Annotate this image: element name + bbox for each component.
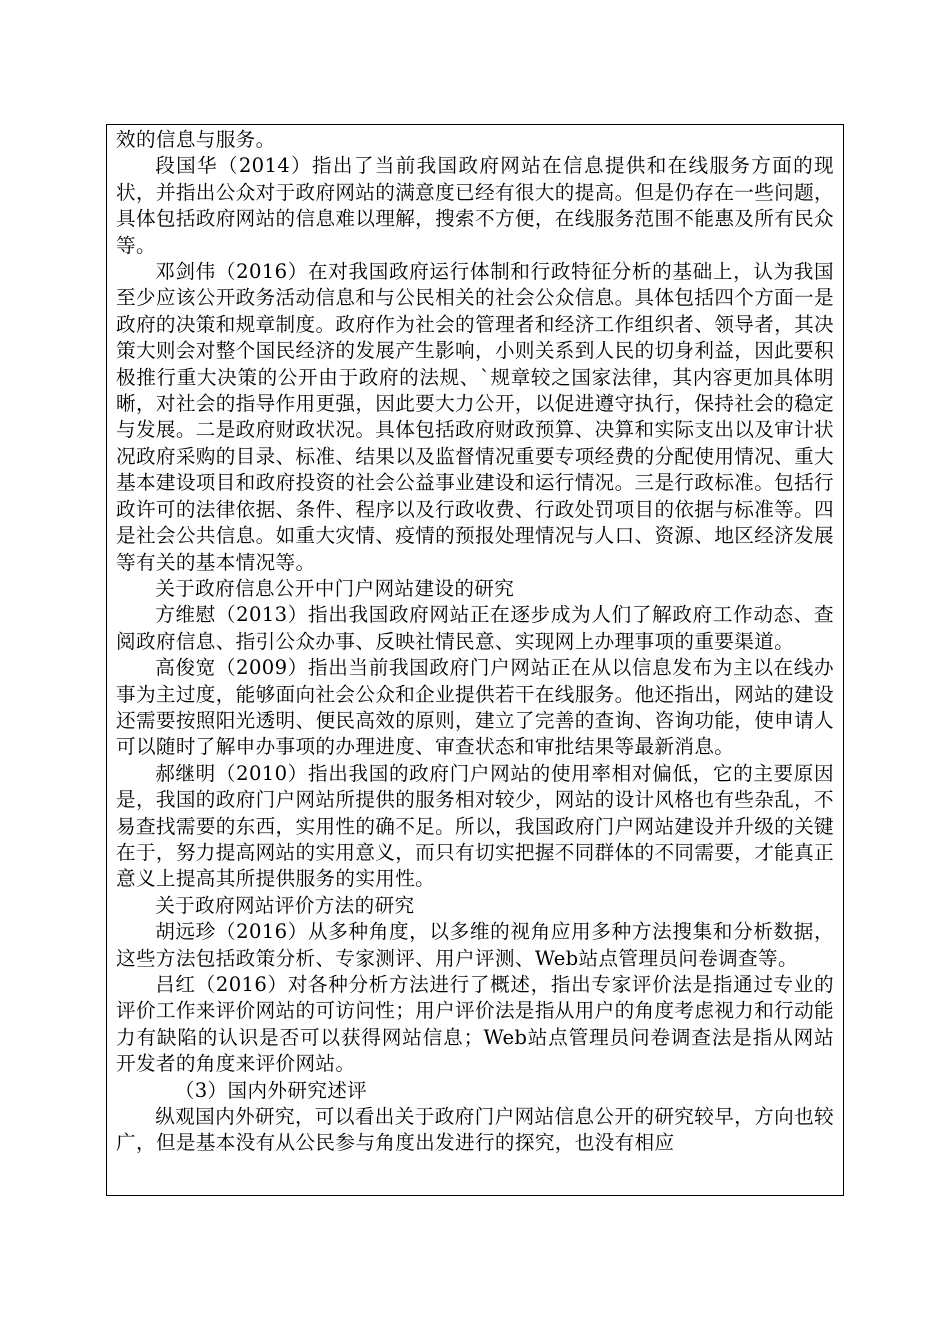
paragraph-deng-jianwei: 邓剑伟（2016）在对我国政府运行体制和行政特征分析的基础上，认为我国至少应该公开政务活动信息和与公民相关的社会公众信息。具体包括四个方面一是政府的决策和规章制度。政府作为社会的管理者和经济工作组织者、领导者，其决策大则会对整个国民经济的发展产生影响，小则关系到人民的切身利益，因此要积极推行重大决策的公开由于政府的法规、`规章较之国家法律，其内容更加具体明晰，对社会的指导作用更强，因此要大力公开，以促进遵守执行，保持社会的稳定与发展。二是政府财政状况。具体包括政府财政预算、决算和实际支出以及审计状况政府采购的目录、标准、结果以及监督情况重要专项经费的分配使用情况、重大基本建设项目和政府投资的社会公益事业建设和运行情况。三是行政标准。包括行政许可的法律依据、条件、程序以及行政收费、行政处罚项目的依据与标准等。四是社会公共信息。如重大灾情、疫情的预报处理情况与人口、资源、地区经济发展等有关的基本情况等。 [116,260,834,574]
section-heading-portal-construction: 关于政府信息公开中门户网站建设的研究 [155,576,515,600]
paragraph-hu-yuanzhen: 胡远珍（2016）从多种角度，以多维的视角应用多种方法搜集和分析数据，这些方法包括政策分析、专家测评、用户评测、Web站点管理员问卷调查等。 [116,920,834,970]
paragraph-duan-guohua: 段国华（2014）指出了当前我国政府网站在信息提供和在线服务方面的现状，并指出公众对于政府网站的满意度已经有很大的提高。但是仍存在一些问题，具体包括政府网站的信息难以理解，搜索不方便，在线服务范围不能惠及所有民众等。 [116,154,834,257]
text-frame [106,124,844,1196]
paragraph-hao-jiming: 郝继明（2010）指出我国的政府门户网站的使用率相对偏低，它的主要原因是，我国的政府门户网站所提供的服务相对较少，网站的设计风格也有些杂乱，不易查找需要的东西，实用性的确不足。所以，我国政府门户网站建设并升级的关键在于，努力提高网站的实用意义，而只有切实把握不同群体的不同需要，才能真正意义上提高其所提供服务的实用性。 [116,761,834,891]
paragraph-lv-hong: 吕红（2016）对各种分析方法进行了概述，指出专家评价法是指通过专业的评价工作来评价网站的可访问性；用户评价法是指从用户的角度考虑视力和行动能力有缺陷的认识是否可以获得网站信息；Web站点管理员问卷调查法是指从网站开发者的角度来评价网站。 [116,973,834,1076]
section-heading-evaluation-methods: 关于政府网站评价方法的研究 [155,893,415,917]
section-heading-review: （3）国内外研究述评 [174,1078,368,1102]
paragraph-fang-weiwei: 方维慰（2013）指出我国政府网站正在逐步成为人们了解政府工作动态、查阅政府信息、指引公众办事、反映社情民意、实现网上办理事项的重要渠道。 [116,603,834,653]
paragraph-overview: 纵观国内外研究，可以看出关于政府门户网站信息公开的研究较早，方向也较广，但是基本没有从公民参与角度出发进行的探究，也没有相应 [116,1105,834,1155]
paragraph-continuation: 效的信息与服务。 [116,128,276,151]
paragraph-gao-junkuan: 高俊宽（2009）指出当前我国政府门户网站正在从以信息发布为主以在线办事为主过度，能够面向社会公众和企业提供若干在线服务。他还指出，网站的建设还需要按照阳光透明、便民高效的原则，建立了完善的查询、咨询功能，使申请人可以随时了解申办事项的办理进度、审查状态和审批结果等最新消息。 [116,656,834,759]
